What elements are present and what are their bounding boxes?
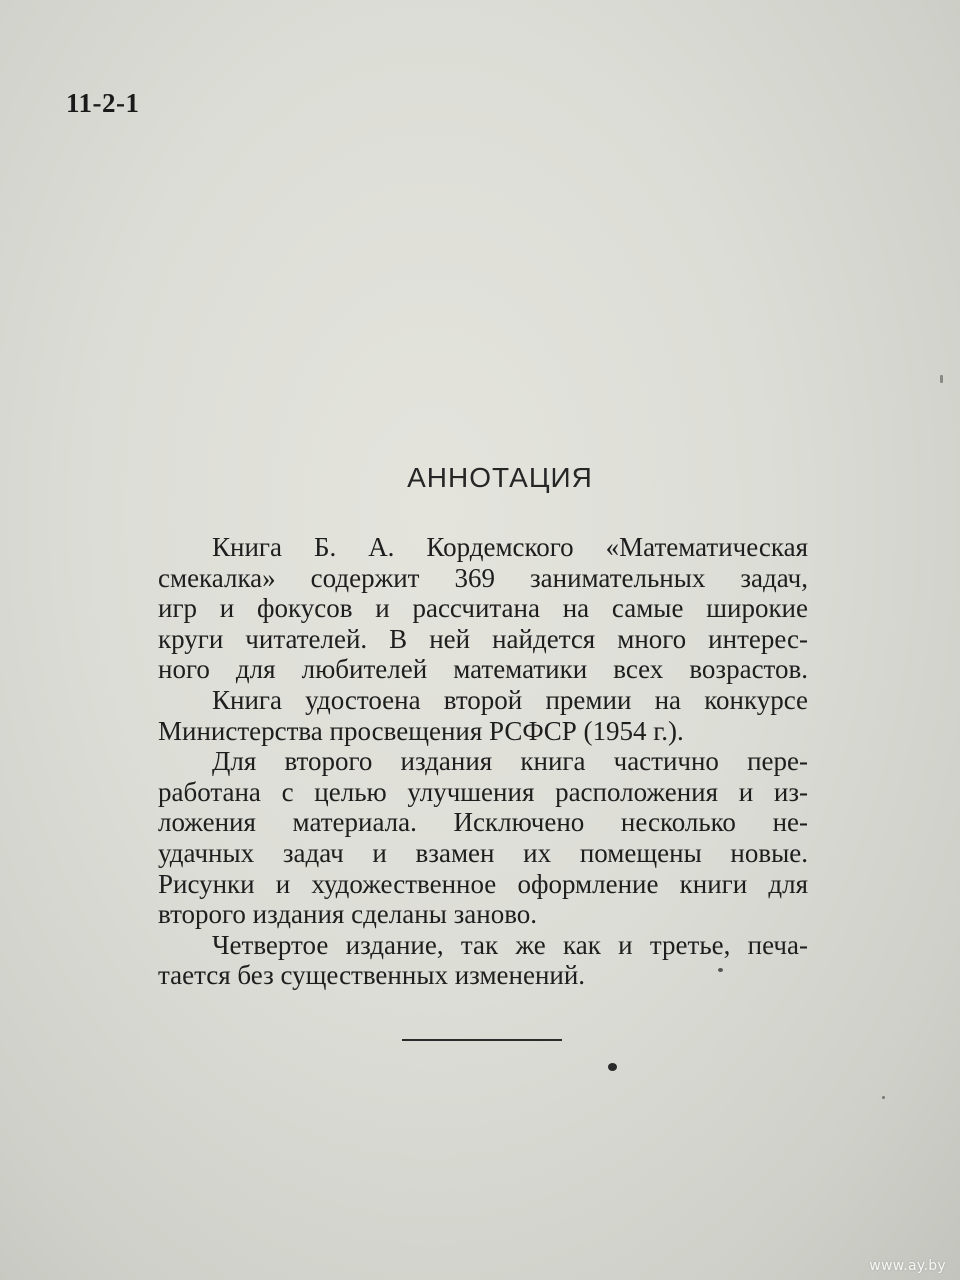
text-line: Министерства просвещения РСФСР (1954 г.).	[158, 715, 684, 746]
text-line: Книга Б. А. Кордемского «Математическая	[212, 532, 808, 562]
section-divider	[402, 1039, 562, 1041]
site-watermark: www.ay.by	[869, 1258, 946, 1274]
text-line: смекалка» содержит 369 занимательных задач,	[158, 562, 808, 593]
ink-speck	[718, 968, 723, 972]
text-line: игр и фокусов и рассчитана на самые широкие	[158, 593, 808, 624]
text-line: ного для любителей математики всех возрастов.	[158, 654, 808, 685]
ink-speck	[608, 1063, 617, 1071]
text-line: удачных задач и взамен их помещены новые.	[158, 837, 808, 868]
text-line: второго издания сделаны заново.	[158, 899, 538, 930]
text-line: ложения материала. Исключено несколько не-	[158, 807, 808, 838]
paper-mark	[940, 375, 943, 383]
annotation-text	[158, 532, 808, 991]
text-line: круги читателей. В ней найдется много интерес-	[158, 623, 808, 654]
text-line: Для второго издания книга частично пере-	[212, 746, 808, 777]
page-heading: АННОТАЦИЯ	[407, 462, 593, 493]
text-line: тается без существенных изменений.	[158, 960, 586, 991]
page-index-code: 11-2-1	[66, 88, 140, 118]
text-line: Рисунки и художественное оформление книги для	[158, 868, 808, 899]
text-line: Книга удостоена второй премии на конкурсе	[212, 684, 808, 715]
text-line: работана с целью улучшения расположения и из-	[158, 776, 808, 807]
ink-speck	[882, 1096, 885, 1099]
text-line: Четвертое издание, так же как и третье, печа-	[212, 929, 808, 960]
